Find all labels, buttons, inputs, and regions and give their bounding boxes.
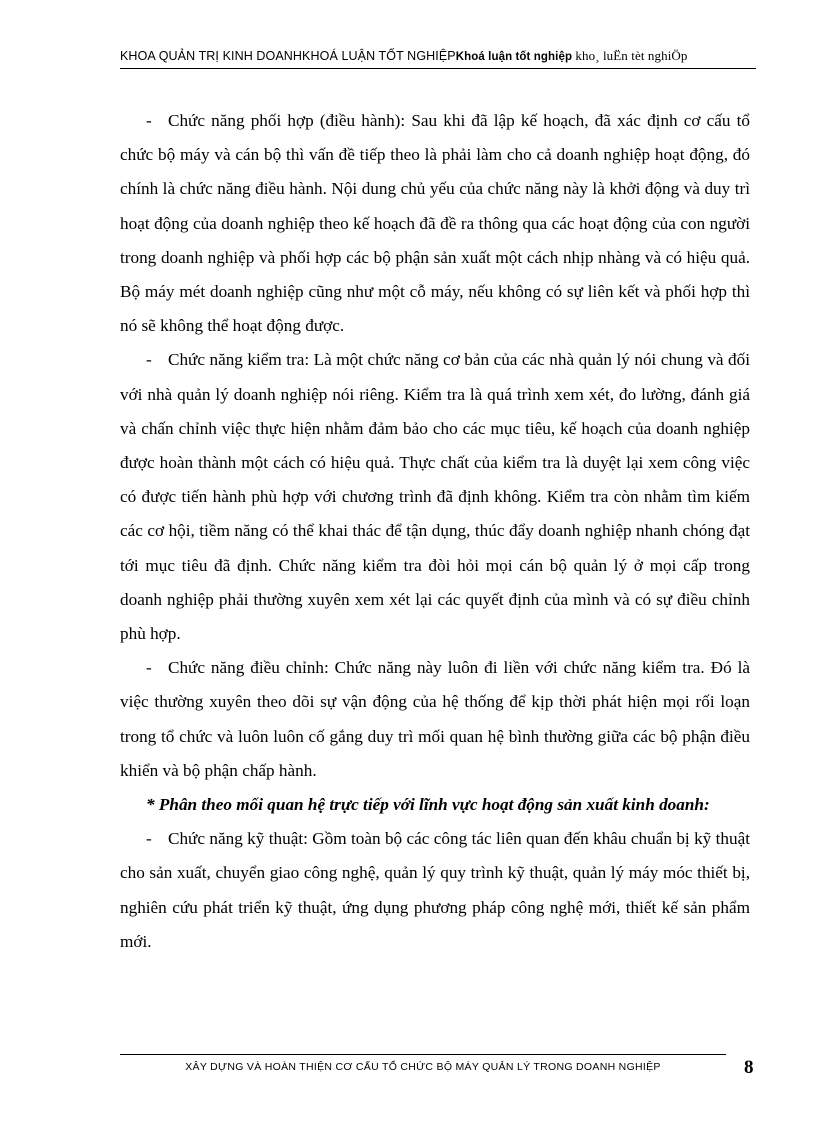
bullet-marker: - — [146, 658, 152, 678]
header-faculty-title: KHOA QUẢN TRỊ KINH DOANHKHOÁ LUẬN TỐT NGHIỆP — [120, 49, 456, 63]
paragraph-text: Chức năng điều chỉnh: Chức năng này luôn đi liền với chức năng kiểm tra. Đó là việc thường xuyên theo dõi sự vận động của hệ thống để kịp thời phát hiện mọi rối loạn trong tổ chức và luôn luôn cố gắng duy trì mối quan hệ bình thường giữa các bộ phận điều khiển và bộ phận chấp hành. — [120, 658, 750, 780]
header-legacy-encoded-text: kho¸ luËn tèt nghiÖp — [575, 48, 688, 63]
paragraph-technical-function — [120, 822, 750, 959]
paragraph-text: Chức năng kiểm tra: Là một chức năng cơ bản của các nhà quản lý nói chung và đối với nhà quản lý doanh nghiệp nói riêng. Kiểm tra là quá trình xem xét, đo lường, đánh giá và chấn chỉnh việc thực hiện nhằm đảm bảo cho các mục tiêu, kế hoạch của doanh nghiệp được hoàn thành một cách có hiệu quả. Thực chất của kiểm tra là duyệt lại xem công việc có được tiến hành phù hợp với chương trình đã định không. Kiểm tra còn nhằm tìm kiếm các cơ hội, tiềm năng có thể khai thác để tận dụng, thúc đẩy doanh nghiệp nhanh chóng đạt tới mục tiêu đã định. Chức năng kiểm tra đòi hỏi mọi cán bộ quản lý ở mọi cấp trong doanh nghiệp phải thường xuyên xem xét lại các quyết định của mình và có sự điều chỉnh phù hợp. — [120, 350, 750, 644]
paragraph-text: Chức năng phối hợp (điều hành): Sau khi đã lập kế hoạch, đã xác định cơ cấu tổ chức bộ máy và cán bộ thì vấn đề tiếp theo là phải làm cho cả doanh nghiệp hoạt động, đó chính là chức năng điều hành. Nội dung chủ yếu của chức năng này là khởi động và duy trì hoạt động của doanh nghiệp theo kế hoạch đã đề ra thông qua các hoạt động của con người trong doanh nghiệp và phối hợp các bộ phận sản xuất một cách nhịp nhàng và có hiệu quả. Bộ máy mét doanh nghiệp cũng như một cỗ máy, nếu không có sự liên kết và phối hợp thì nó sẽ không thể hoạt động được. — [120, 111, 750, 336]
bullet-marker: - — [146, 350, 152, 370]
section-heading: * Phân theo mối quan hệ trực tiếp với lĩnh vực hoạt động sản xuất kinh doanh: — [146, 795, 710, 815]
bullet-marker: - — [146, 111, 152, 130]
paragraph-coordination-function — [120, 104, 750, 343]
document-body — [120, 104, 750, 959]
paragraph-control-function — [120, 343, 750, 651]
bullet-marker: - — [146, 829, 152, 849]
page-header — [120, 48, 756, 69]
paragraph-text: Chức năng kỹ thuật: Gồm toàn bộ các công tác liên quan đến khâu chuẩn bị kỹ thuật cho sản xuất, chuyển giao công nghệ, quản lý quy trình kỹ thuật, quản lý máy móc thiết bị, nghiên cứu phát triển kỹ thuật, ứng dụng phương pháp công nghệ mới, thiết kế sản phẩm mới. — [120, 829, 750, 951]
header-thesis-label: Khoá luận tốt nghiệp — [455, 51, 576, 63]
page-number: 8 — [744, 1057, 754, 1078]
paragraph-adjustment-function — [120, 651, 750, 788]
page-footer: XÂY DỰNG VÀ HOÀN THIỆN CƠ CẤU TỔ CHỨC BỘ MÁY QUẢN LÝ TRONG DOANH NGHIỆP — [120, 1054, 726, 1073]
